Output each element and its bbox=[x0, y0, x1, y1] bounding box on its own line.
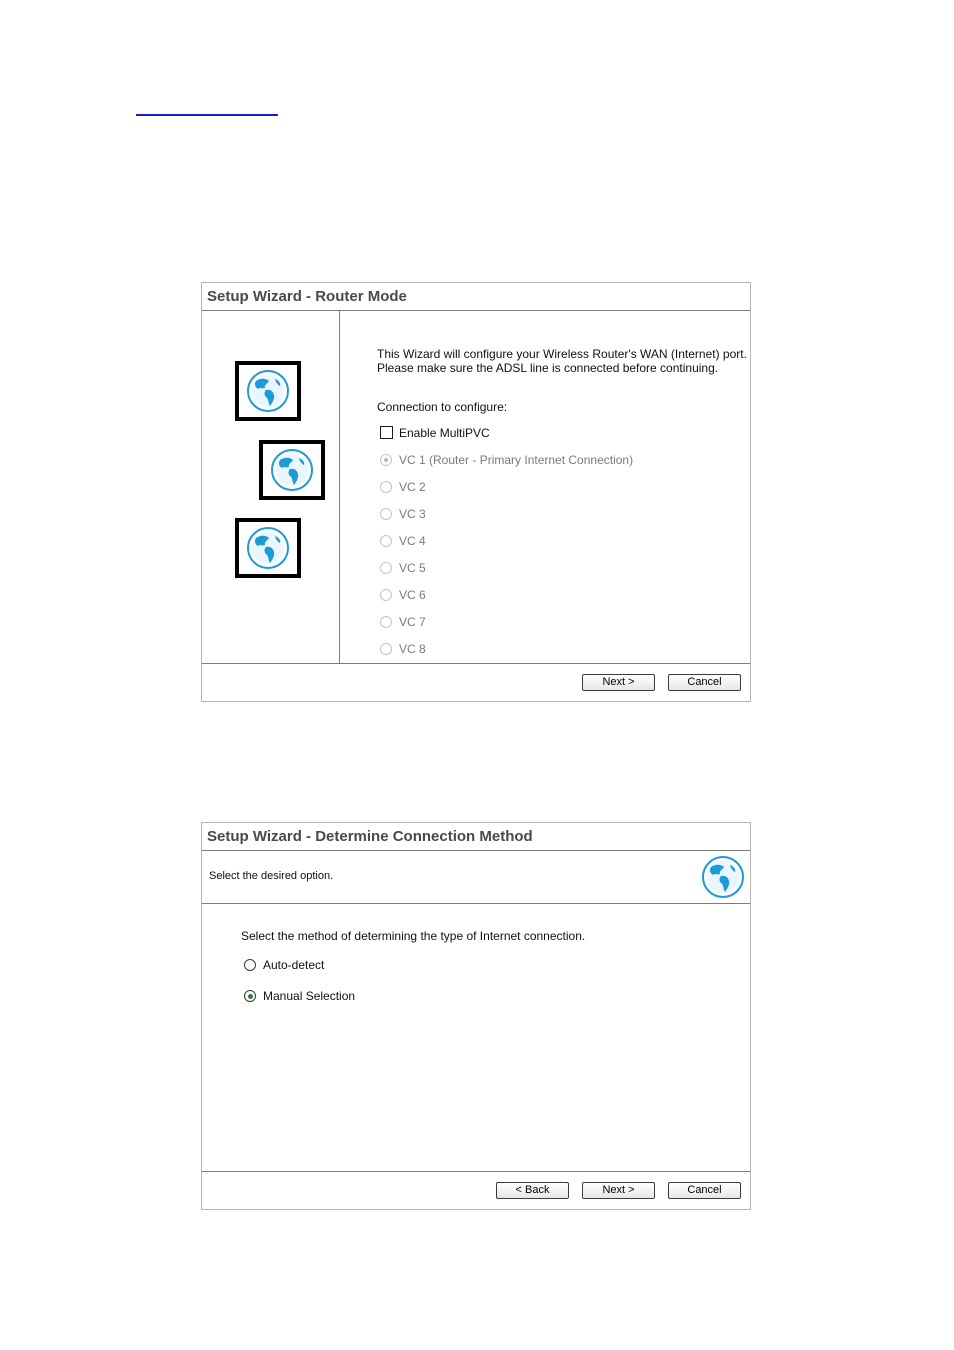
radio-button[interactable] bbox=[380, 589, 392, 601]
radio-button[interactable] bbox=[380, 643, 392, 655]
connection-method-wizard bbox=[201, 822, 751, 1210]
radio-button[interactable] bbox=[380, 481, 392, 493]
radio-button[interactable] bbox=[380, 562, 392, 574]
radio-button[interactable] bbox=[380, 616, 392, 628]
router-mode-wizard bbox=[201, 282, 751, 702]
globe-icon bbox=[235, 518, 301, 578]
option-label: Auto-detect bbox=[263, 958, 325, 972]
wizard-side-panel bbox=[202, 311, 340, 663]
dialog-footer bbox=[202, 663, 750, 701]
radio-button[interactable] bbox=[244, 990, 256, 1002]
vc-option-label: VC 1 (Router - Primary Internet Connection) bbox=[399, 453, 634, 467]
checkbox-label: Enable MultiPVC bbox=[399, 426, 490, 440]
globe-icon bbox=[259, 440, 325, 500]
radio-button[interactable] bbox=[380, 454, 392, 466]
vc-option-label: VC 5 bbox=[399, 561, 426, 575]
top-link-underline bbox=[136, 114, 278, 116]
radio-button[interactable] bbox=[244, 959, 256, 971]
vc-option-label: VC 3 bbox=[399, 507, 426, 521]
vc-option-label: VC 7 bbox=[399, 615, 426, 629]
radio-button[interactable] bbox=[380, 535, 392, 547]
method-prompt: Select the method of determining the type of Internet connection. bbox=[241, 929, 586, 943]
wizard-header bbox=[202, 851, 750, 904]
wizard-subtitle: Select the desired option. bbox=[209, 870, 334, 882]
intro-line: This Wizard will configure your Wireless Router's WAN (Internet) port. bbox=[377, 347, 747, 361]
dialog-title: Setup Wizard - Determine Connection Method bbox=[202, 823, 750, 851]
dialog-title: Setup Wizard - Router Mode bbox=[202, 283, 750, 311]
next-button[interactable]: Next > bbox=[582, 1182, 655, 1199]
vc-option-label: VC 4 bbox=[399, 534, 426, 548]
option-label: Manual Selection bbox=[263, 989, 356, 1003]
checkbox-box[interactable] bbox=[380, 426, 393, 439]
connection-label: Connection to configure: bbox=[377, 400, 508, 414]
globe-icon bbox=[235, 361, 301, 421]
vc-option-label: VC 8 bbox=[399, 642, 426, 656]
next-button[interactable]: Next > bbox=[582, 674, 655, 691]
radio-button[interactable] bbox=[380, 508, 392, 520]
cancel-button[interactable]: Cancel bbox=[668, 1182, 741, 1199]
wizard-content bbox=[241, 929, 586, 1003]
cancel-button[interactable]: Cancel bbox=[668, 674, 741, 691]
back-button[interactable]: < Back bbox=[496, 1182, 569, 1199]
dialog-footer bbox=[202, 1171, 750, 1209]
intro-line: Please make sure the ADSL line is connected before continuing. bbox=[377, 361, 719, 375]
vc-option-label: VC 6 bbox=[399, 588, 426, 602]
wizard-content bbox=[377, 347, 747, 656]
globe-icon bbox=[701, 855, 745, 899]
vc-option-label: VC 2 bbox=[399, 480, 426, 494]
